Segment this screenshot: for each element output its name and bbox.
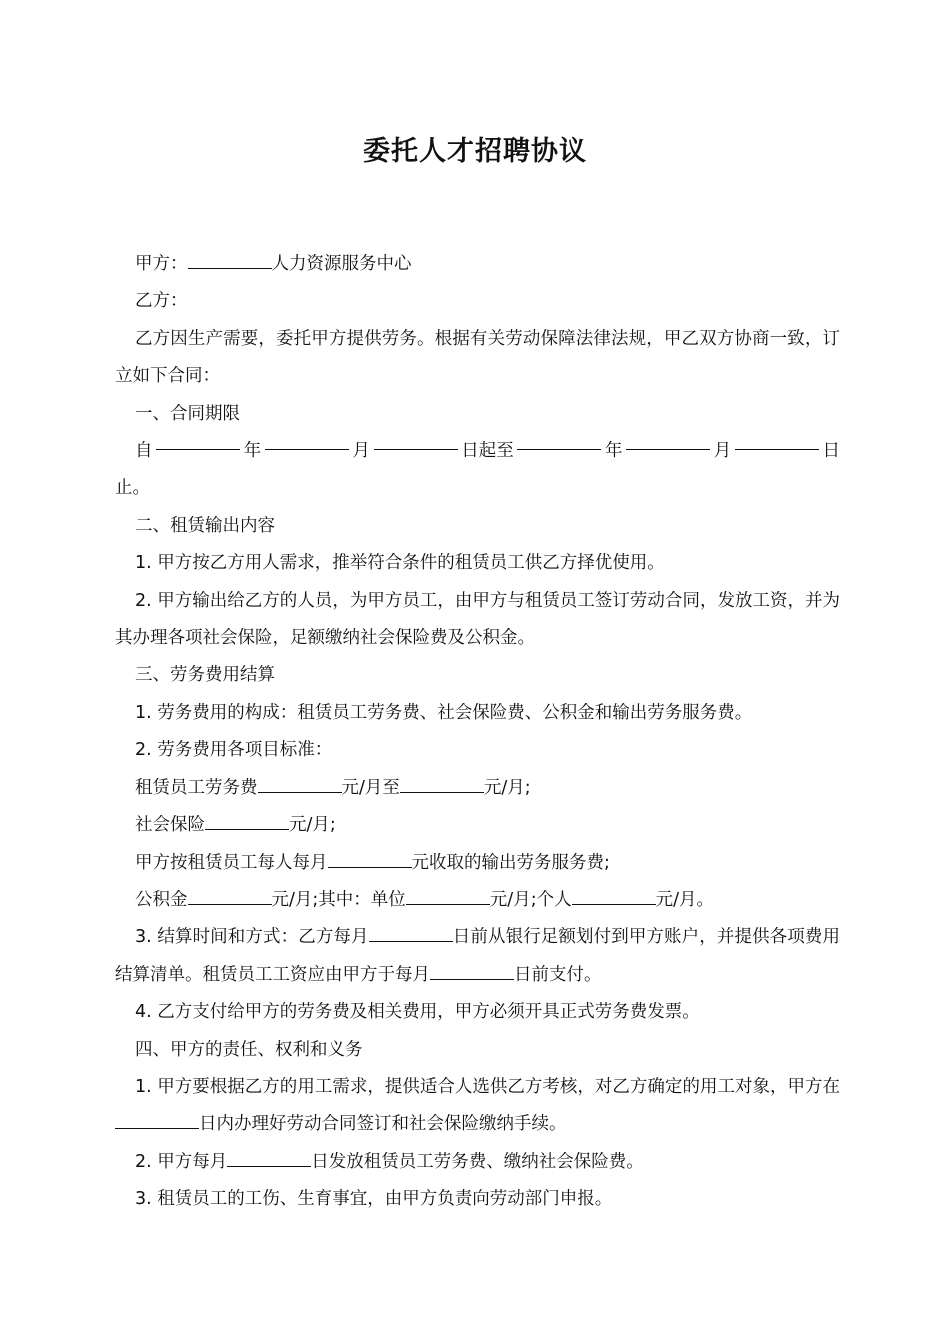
clause-3-1: 1. 劳务费用的构成：租赁员工劳务费、社会保险费、公积金和输出劳务服务费。 — [135, 702, 753, 723]
clause-3-3 — [115, 919, 840, 994]
fee-fund-line — [115, 882, 840, 919]
period-end-text: 止。 — [115, 478, 150, 499]
document-body — [115, 246, 840, 1219]
blank-field — [374, 433, 458, 450]
clause-3-3-part-3: 日前支付。 — [514, 964, 602, 985]
blank-field — [626, 433, 710, 450]
party-b-line — [115, 283, 840, 320]
section-heading-2: 二、租赁输出内容 — [135, 515, 275, 536]
fee-service-label: 甲方按租赁员工每人每月 — [135, 852, 328, 873]
clause-4-1-part-1: 1. 甲方要根据乙方的用工需求，提供适合人选供乙方考核，对乙方确定的用工对象，甲方在 — [135, 1076, 840, 1097]
party-a-line — [115, 246, 840, 283]
fee-fund-unit-2: 元/月;个人 — [489, 889, 572, 910]
fee-labor-label: 租赁员工劳务费 — [135, 777, 258, 798]
period-from: 自 — [135, 441, 153, 462]
section-heading-4: 四、甲方的责任、权利和义务 — [135, 1039, 363, 1060]
period-month-end: 月 — [713, 441, 732, 462]
clause-2-1: 1. 甲方按乙方用人需求，推举符合条件的租赁员工供乙方择优使用。 — [135, 553, 665, 574]
blank-field — [205, 813, 289, 830]
clause-4-1 — [115, 1069, 840, 1144]
section-heading-3: 三、劳务费用结算 — [135, 665, 275, 686]
fee-social-unit: 元/月; — [289, 815, 336, 836]
fee-service-line — [115, 845, 840, 882]
clause-3-3-part-2: 日前从银行足额划付到甲方账户，并提供各项费用结算清单。租赁员工工资应由甲方于每月 — [115, 927, 841, 985]
contract-period-line — [115, 433, 840, 470]
blank-field — [188, 888, 272, 905]
document-title: 委托人才招聘协议 — [363, 136, 587, 167]
fee-fund-unit-3: 元/月。 — [655, 889, 714, 910]
blank-field — [517, 433, 601, 450]
period-year: 年 — [243, 441, 262, 462]
clause-3-3-part-1: 3. 结算时间和方式：乙方每月 — [135, 927, 369, 948]
blank-field — [156, 433, 240, 450]
blank-field — [430, 963, 514, 980]
blank-field — [400, 776, 484, 793]
fee-fund-label: 公积金 — [135, 889, 188, 910]
fee-labor-unit-2: 元/月; — [483, 777, 531, 798]
blank-field — [115, 1112, 199, 1129]
fee-social-label: 社会保险 — [135, 815, 205, 836]
fee-labor-unit-1: 元/月至 — [341, 777, 400, 798]
fee-fund-unit-1: 元/月;其中：单位 — [271, 889, 406, 910]
party-b-prefix: 乙方： — [135, 291, 188, 312]
clause-4-2-part-1: 2. 甲方每月 — [135, 1151, 228, 1172]
blank-field — [258, 776, 342, 793]
blank-field — [369, 925, 453, 942]
clause-2-2: 2. 甲方输出给乙方的人员，为甲方员工，由甲方与租赁员工签订劳动合同，发放工资，并为其办理各项社会保险，足额缴纳社会保险费及公积金。 — [115, 590, 840, 649]
party-a-name: 人力资源服务中心 — [271, 254, 412, 274]
clause-4-2 — [115, 1144, 840, 1181]
party-a-prefix: 甲方： — [135, 254, 188, 274]
intro-paragraph: 乙方因生产需要，委托甲方提供劳务。根据有关劳动保障法律法规，甲乙双方协商一致，订立如下合同： — [115, 328, 840, 387]
period-day-to: 日起至 — [461, 441, 514, 462]
blank-field — [265, 433, 349, 450]
blank-field — [227, 1150, 311, 1167]
clause-3-2: 2. 劳务费用各项目标准： — [135, 740, 333, 761]
period-month: 月 — [352, 441, 370, 462]
clause-3-4: 4. 乙方支付给甲方的劳务费及相关费用，甲方必须开具正式劳务费发票。 — [135, 1002, 700, 1023]
clause-4-1-part-2: 日内办理好劳动合同签订和社会保险缴纳手续。 — [199, 1114, 567, 1135]
section-heading-1: 一、合同期限 — [135, 403, 240, 424]
clause-4-2-part-2: 日发放租赁员工劳务费、缴纳社会保险费。 — [311, 1151, 644, 1172]
fee-social-line — [115, 807, 840, 844]
blank-field — [406, 888, 490, 905]
period-year-end: 年 — [605, 441, 623, 462]
period-day-end: 日 — [822, 441, 840, 462]
blank-field — [188, 252, 272, 269]
clause-4-3: 3. 租赁员工的工伤、生育事宜，由甲方负责向劳动部门申报。 — [135, 1189, 613, 1210]
fee-labor-line — [115, 770, 840, 807]
fee-service-unit: 元收取的输出劳务服务费; — [411, 852, 610, 873]
blank-field — [572, 888, 656, 905]
blank-field — [735, 433, 819, 450]
blank-field — [328, 851, 412, 868]
